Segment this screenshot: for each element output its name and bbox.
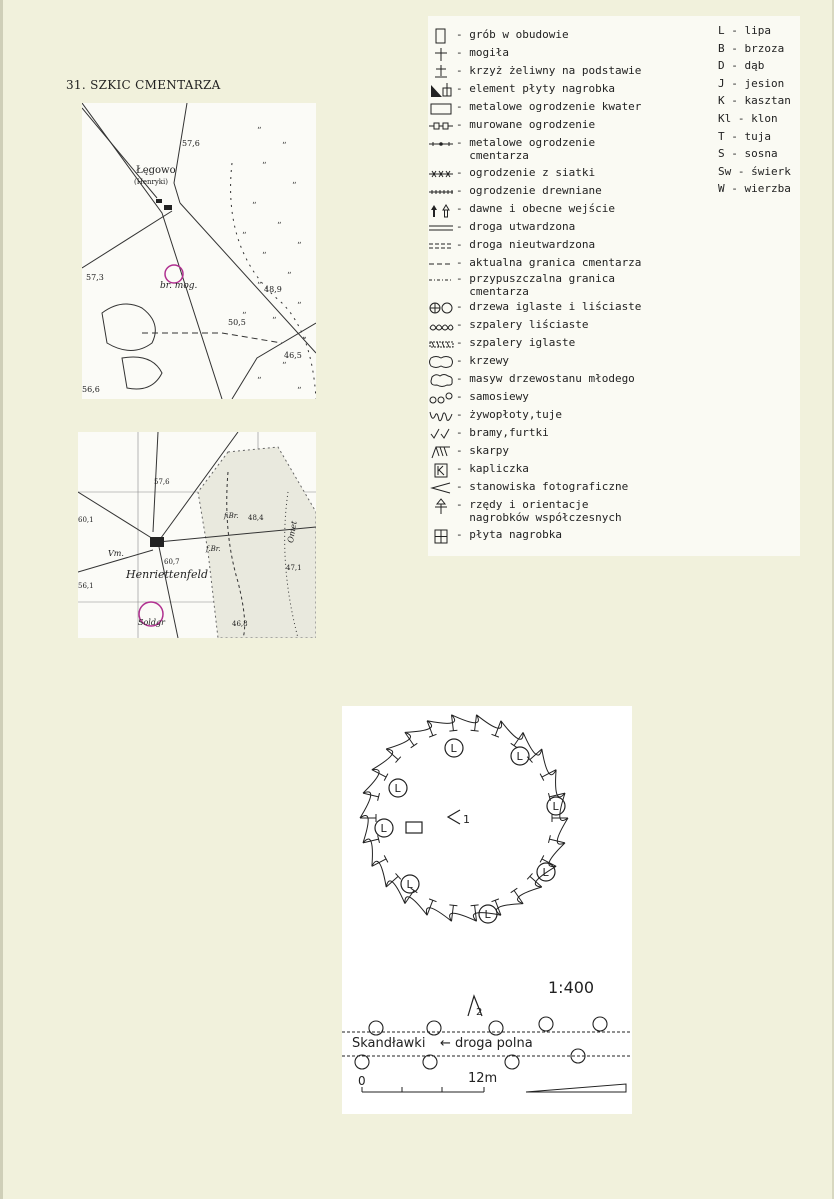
sketch-scale-zero: 0 <box>358 1074 366 1088</box>
tree-letter: L <box>484 908 491 921</box>
map-height-label: 57,6 <box>182 139 200 148</box>
legend-item-label: - szpalery iglaste <box>456 336 576 349</box>
map-height-label: 48,9 <box>264 285 282 294</box>
chapel-icon <box>428 462 454 478</box>
legend-item <box>428 528 562 544</box>
svg-text:„: „ <box>297 236 302 246</box>
svg-text:„: „ <box>297 381 302 391</box>
tree-species-item: J - jesion <box>718 76 785 90</box>
map-village-label: Henriettenfeld <box>126 568 209 581</box>
map-height-label: 47,1 <box>286 564 302 572</box>
map-river-label: Omet <box>286 520 299 544</box>
legend-item <box>428 166 595 182</box>
map-cemetery-label: Soldgr <box>138 618 165 627</box>
conifer-hedge-icon <box>428 336 454 352</box>
shrubs-icon <box>428 354 454 370</box>
legend-item <box>428 480 628 496</box>
legend-item <box>428 28 569 44</box>
tree-species-item: Kl - klon <box>718 111 778 125</box>
legend-item <box>428 372 635 388</box>
svg-text:„: „ <box>257 371 262 381</box>
legend-item <box>428 354 509 370</box>
photo-position-1-label: 1 <box>463 813 470 826</box>
hedge-tick <box>384 774 388 781</box>
rows-orientation-icon <box>428 498 454 514</box>
legend-item <box>428 408 562 424</box>
topographic-map-top <box>82 103 316 399</box>
sketch-village-label: Skandławki <box>352 1036 426 1051</box>
metal-fence-cemetery-icon <box>428 136 454 152</box>
metal-fence-plot-icon <box>428 100 454 116</box>
legend-item-label: - kapliczka <box>456 462 529 475</box>
legend-item <box>428 462 529 478</box>
living-fence-icon <box>428 408 454 424</box>
map-height-label: 46,8 <box>232 620 248 628</box>
legend-item <box>428 220 575 236</box>
legend-item <box>428 82 615 98</box>
svg-text:„: „ <box>242 306 247 316</box>
hedge-tick <box>449 905 457 906</box>
cemetery-sketch-drawing <box>342 706 632 1114</box>
svg-text:„: „ <box>257 276 262 286</box>
current-boundary-icon <box>428 256 454 272</box>
svg-text:„: „ <box>287 266 292 276</box>
roadside-tree <box>505 1055 519 1069</box>
legend-item <box>428 118 595 134</box>
map-height-label: 56,6 <box>82 385 100 394</box>
roadside-tree <box>355 1055 369 1069</box>
map-bottom-drawing <box>78 432 316 638</box>
legend-item-label: - ogrodzenie z siatki <box>456 166 596 179</box>
legend-item-label: - żywopłoty,tuje <box>456 408 562 421</box>
tree-letter: L <box>406 878 413 891</box>
legend-item <box>428 238 595 254</box>
legend-item-label: - bramy,furtki <box>456 426 549 439</box>
tree-species-list <box>718 24 791 200</box>
map-height-label: 60,7 <box>164 558 180 566</box>
svg-text:„: „ <box>242 226 247 236</box>
legend-item-label: - metalowe ogrodzenie kwater <box>456 100 642 113</box>
hedge-tick <box>471 905 479 906</box>
svg-text:„: „ <box>252 196 257 206</box>
roadside-tree <box>427 1021 441 1035</box>
mound-cross-icon <box>428 46 454 62</box>
grave-enclosed-icon <box>428 28 454 44</box>
deciduous-hedge-icon <box>428 318 454 334</box>
legend-item-label: - samosiewy <box>456 390 529 403</box>
svg-text:„: „ <box>262 246 267 256</box>
iron-cross-icon <box>428 64 454 80</box>
svg-text:„: „ <box>282 356 287 366</box>
roadside-tree <box>369 1021 383 1035</box>
roadside-tree <box>489 1021 503 1035</box>
tree-letter: L <box>542 866 549 879</box>
page-title: 31. SZKIC CMENTARZA <box>66 78 221 92</box>
cemetery-sketch <box>342 706 632 1114</box>
legend-item <box>428 300 641 316</box>
map-cemetery-label: br. mog. <box>160 281 198 291</box>
legend-item <box>428 136 596 162</box>
legend-item <box>428 318 588 334</box>
legend-item-label: - dawne i obecne wejście <box>456 202 615 215</box>
tree-species-item: Sw - świerk <box>718 164 791 178</box>
roadside-tree <box>539 1017 553 1031</box>
map-height-label: 60,1 <box>78 516 94 524</box>
assumed-boundary-icon <box>428 272 454 288</box>
grave-slab-icon <box>428 528 454 544</box>
legend-item <box>428 256 641 272</box>
hedge-tick <box>511 888 518 893</box>
hedge-tick <box>540 855 544 862</box>
trees-icon <box>428 300 454 316</box>
hedge-tick <box>511 743 518 748</box>
tree-species-item: S - sosna <box>718 147 778 161</box>
map-vm-label: Vm. <box>108 549 124 558</box>
legend-item-label: - aktualna granica cmentarza <box>456 256 642 269</box>
legend-item-label: - masyw drzewostanu młodego <box>456 372 635 385</box>
legend-item-label: - metalowe ogrodzenie cmentarza <box>456 136 596 162</box>
young-stand-icon <box>428 372 454 388</box>
legend-item-label: - stanowiska fotograficzne <box>456 480 629 493</box>
legend-item <box>428 498 622 524</box>
entrance-icon <box>428 202 454 218</box>
svg-text:„: „ <box>297 296 302 306</box>
map-forest-label: f.Br. <box>224 512 239 520</box>
gates-icon <box>428 426 454 442</box>
map-village-label: Łęgowo <box>136 165 176 176</box>
brick-fence-icon <box>428 118 454 134</box>
map-height-label: 57,3 <box>86 273 104 282</box>
tree-letter: L <box>516 750 523 763</box>
tree-species-item: L - lipa <box>718 24 771 37</box>
legend-item-label: - mogiła <box>456 46 509 59</box>
slab-element-icon <box>428 82 454 98</box>
tree-letter: L <box>450 742 457 755</box>
legend-item-label: - skarpy <box>456 444 509 457</box>
tree-letter: L <box>380 822 387 835</box>
self-seeded-icon <box>428 390 454 406</box>
tree-species-item: D - dąb <box>718 59 765 73</box>
sketch-scale-length: 12m <box>468 1071 498 1086</box>
legend-item <box>428 202 615 218</box>
roadside-tree <box>593 1017 607 1031</box>
map-height-label: 48,4 <box>248 514 264 522</box>
legend-item <box>428 272 615 298</box>
tree-species-item: K - kasztan <box>718 94 791 108</box>
hedge-tick <box>449 730 457 731</box>
grave-symbol <box>406 822 422 833</box>
hedge-tick <box>384 855 388 862</box>
escarpment-icon <box>428 444 454 460</box>
photo-position-1-icon <box>448 810 460 824</box>
legend-item <box>428 184 602 200</box>
hedge-tick <box>411 743 418 748</box>
legend-item-label: - droga nieutwardzona <box>456 238 596 251</box>
north-arrow <box>526 1084 626 1092</box>
photo-position-2-label: 2 <box>476 1007 483 1018</box>
svg-text:„: „ <box>262 156 267 166</box>
map-height-label: 46,5 <box>284 351 302 360</box>
svg-text:„: „ <box>257 121 262 131</box>
tree-species-item: B - brzoza <box>718 41 785 55</box>
legend <box>428 16 800 556</box>
legend-item <box>428 426 549 442</box>
map-height-label: 57,6 <box>154 478 170 486</box>
svg-text:„: „ <box>272 311 277 321</box>
legend-item-label: - szpalery liściaste <box>456 318 589 331</box>
legend-item-label: - murowane ogrodzenie <box>456 118 596 131</box>
hedge-tick <box>471 730 479 731</box>
tree-letter: L <box>552 800 559 813</box>
tree-species-item: W - wierzba <box>718 182 791 196</box>
photo-position-icon <box>428 480 454 496</box>
legend-item-label: - krzyż żeliwny na podstawie <box>456 64 642 77</box>
tree-species-item: T - tuja <box>718 129 771 143</box>
legend-item <box>428 46 509 62</box>
roadside-tree <box>423 1055 437 1069</box>
legend-item-label: - krzewy <box>456 354 509 367</box>
legend-item <box>428 390 529 406</box>
svg-text:„: „ <box>292 176 297 186</box>
hedge-tick <box>540 774 544 781</box>
sketch-scale: 1:400 <box>548 978 595 997</box>
mesh-fence-icon <box>428 166 454 182</box>
map-height-label: 56,1 <box>78 582 94 590</box>
legend-item-label: - przypuszczalna granica cmentarza <box>456 272 615 298</box>
sketch-road-label: ← droga polna <box>440 1036 533 1051</box>
topographic-map-bottom <box>78 432 316 638</box>
svg-text:„: „ <box>277 216 282 226</box>
legend-item-label: - płyta nagrobka <box>456 528 562 541</box>
legend-item <box>428 444 509 460</box>
legend-item-label: - grób w obudowie <box>456 28 569 41</box>
legend-item-label: - rzędy i orientacje nagrobków współczesnych <box>456 498 622 524</box>
legend-item-label: - droga utwardzona <box>456 220 576 233</box>
legend-item <box>428 100 641 116</box>
paved-road-icon <box>428 220 454 236</box>
map-village-sub-label: (Henryki) <box>134 178 168 186</box>
svg-text:„: „ <box>282 136 287 146</box>
legend-item <box>428 336 575 352</box>
map-height-label: 50,5 <box>228 318 246 327</box>
svg-text:„: „ <box>302 331 307 341</box>
legend-item-label: - ogrodzenie drewniane <box>456 184 602 197</box>
wood-fence-icon <box>428 184 454 200</box>
legend-item-label: - element płyty nagrobka <box>456 82 615 95</box>
tree-letter: L <box>394 782 401 795</box>
legend-item <box>428 64 641 80</box>
map-forest-label: f.Br. <box>206 545 221 553</box>
unpaved-road-icon <box>428 238 454 254</box>
legend-item-label: - drzewa iglaste i liściaste <box>456 300 642 313</box>
